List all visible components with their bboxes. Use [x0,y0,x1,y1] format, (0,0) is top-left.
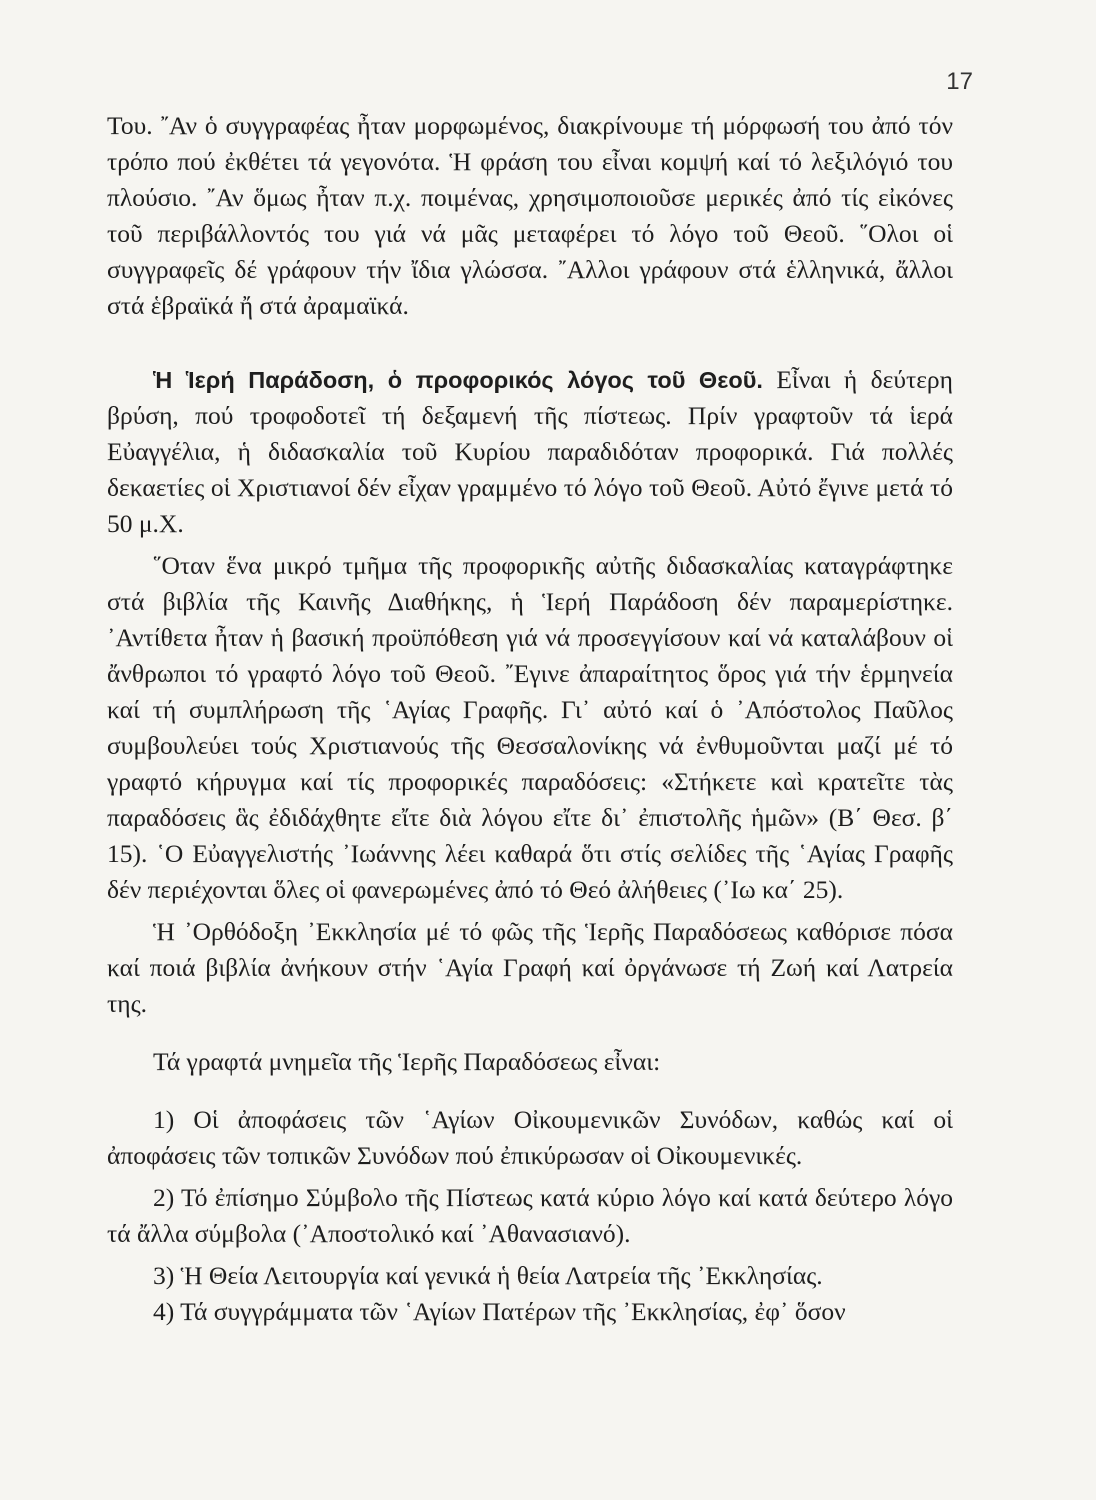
paragraph-4: Ἡ ᾿Ορθόδοξη ᾿Εκκλησία μέ τό φῶς τῆς Ἱερῆς Παραδόσεως καθόρισε πόσα καί ποιά βιβλία ἀνήκουν στήν ῾Αγία Γραφή καί ὀργάνωσε τή Ζωή καί Λατρεία της. [107,917,953,1018]
paragraph-5: Τά γραφτά μνημεῖα τῆς Ἱερῆς Παραδόσεως εἶναι: [153,1047,661,1076]
paragraph-1: Του. ῎Αν ὁ συγγραφέας ἦταν μορφωμένος, διακρίνουμε τή μόρφωσή του ἀπό τόν τρόπο πού ἐκθέτει τά γεγονότα. Ἡ φράση του εἶναι κομψή καί τό λεξιλόγιό του πλούσιο. ῎Αν ὅμως ἦταν π.χ. ποιμένας, χρησιμοποιοῦσε μερικές ἀπό τίς εἰκόνες τοῦ περιβάλλοντός του γιά νά μᾶς μεταφέρει τό λόγο τοῦ Θεοῦ. ῞Ολοι οἱ συγγραφεῖς δέ γράφουν τήν ἴδια γλώσσα. ῎Αλλοι γράφουν στά ἑλληνικά, ἄλλοι στά ἑβραϊκά ἤ στά ἀραμαϊκά. [107,111,953,320]
page-number: 17 [946,68,973,95]
list-item-4: 4) Τά συγγράμματα τῶν ῾Αγίων Πατέρων τῆς ᾿Εκκλησίας, ἐφ᾿ ὅσον [153,1297,846,1326]
list-item-2: 2) Τό ἐπίσημο Σύμβολο τῆς Πίστεως κατά κύριο λόγο καί κατά δεύτερο λόγο τά ἄλλα σύμβολα (᾿Αποστολικό καί ᾿Αθανασιανό). [107,1183,953,1248]
paragraph-3: ῞Οταν ἕνα μικρό τμῆμα τῆς προφορικῆς αὐτῆς διδασκαλίας καταγράφτηκε στά βιβλία τῆς Καινῆς Διαθήκης, ἡ Ἱερή Παράδοση δέν παραμερίστηκε. ᾿Αντίθετα ἦταν ἡ βασική προϋπόθεση γιά νά προσεγγίσουν καί νά καταλάβουν οἱ ἄνθρωποι τό γραφτό λόγο τοῦ Θεοῦ. ῎Εγινε ἀπαραίτητος ὅρος γιά τήν ἑρμηνεία καί τή συμπλήρωση τῆς ῾Αγίας Γραφῆς. Γι᾿ αὐτό καί ὁ ᾿Απόστολος Παῦλος συμβουλεύει τούς Χριστιανούς τῆς Θεσσαλονίκης νά ἐνθυμοῦνται μαζί μέ τό γραφτό κήρυγμα καί τίς προφορικές παραδόσεις: «Στήκετε καὶ κρατεῖτε τὰς παραδόσεις ἃς ἐδιδάχθητε εἴτε διὰ λόγου εἴτε δι᾿ ἐπιστολῆς ἡμῶν» (Β΄ Θεσ. β΄ 15). ῾Ο Εὐαγγελιστής ᾿Ιωάννης λέει καθαρά ὅτι στίς σελίδες τῆς ῾Αγίας Γραφῆς δέν περιέχονται ὅλες οἱ φανερωμένες ἀπό τό Θεό ἀλήθειες (᾿Ιω κα΄ 25). [107,551,953,904]
section-heading: Ἡ Ἱερή Παράδοση, ὁ προφορικός λόγος τοῦ Θεοῦ. [153,367,763,393]
body-text [107,108,953,1330]
paragraph-2 [107,362,953,542]
list-item-1: 1) Οἱ ἀποφάσεις τῶν ῾Αγίων Οἰκουμενικῶν Συνόδων, καθώς καί οἱ ἀποφάσεις τῶν τοπικῶν Συνόδων πού ἐπικύρωσαν οἱ Οἰκουμενικές. [107,1105,953,1170]
paragraph-2-text: Εἶναι ἡ δεύτερη βρύση, πού τροφοδοτεῖ τή δεξαμενή τῆς πίστεως. Πρίν γραφτοῦν τά ἱερά Εὐαγγέλια, ἡ διδασκαλία τοῦ Κυρίου παραδιδόταν προφορικά. Γιά πολλές δεκαετίες οἱ Χριστιανοί δέν εἶχαν γραμμένο τό λόγο τοῦ Θεοῦ. Αὐτό ἔγινε μετά τό 50 μ.Χ. [107,365,953,538]
list-item-3: 3) Ἡ Θεία Λειτουργία καί γενικά ἡ θεία Λατρεία τῆς ᾿Εκκλησίας. [153,1261,823,1290]
